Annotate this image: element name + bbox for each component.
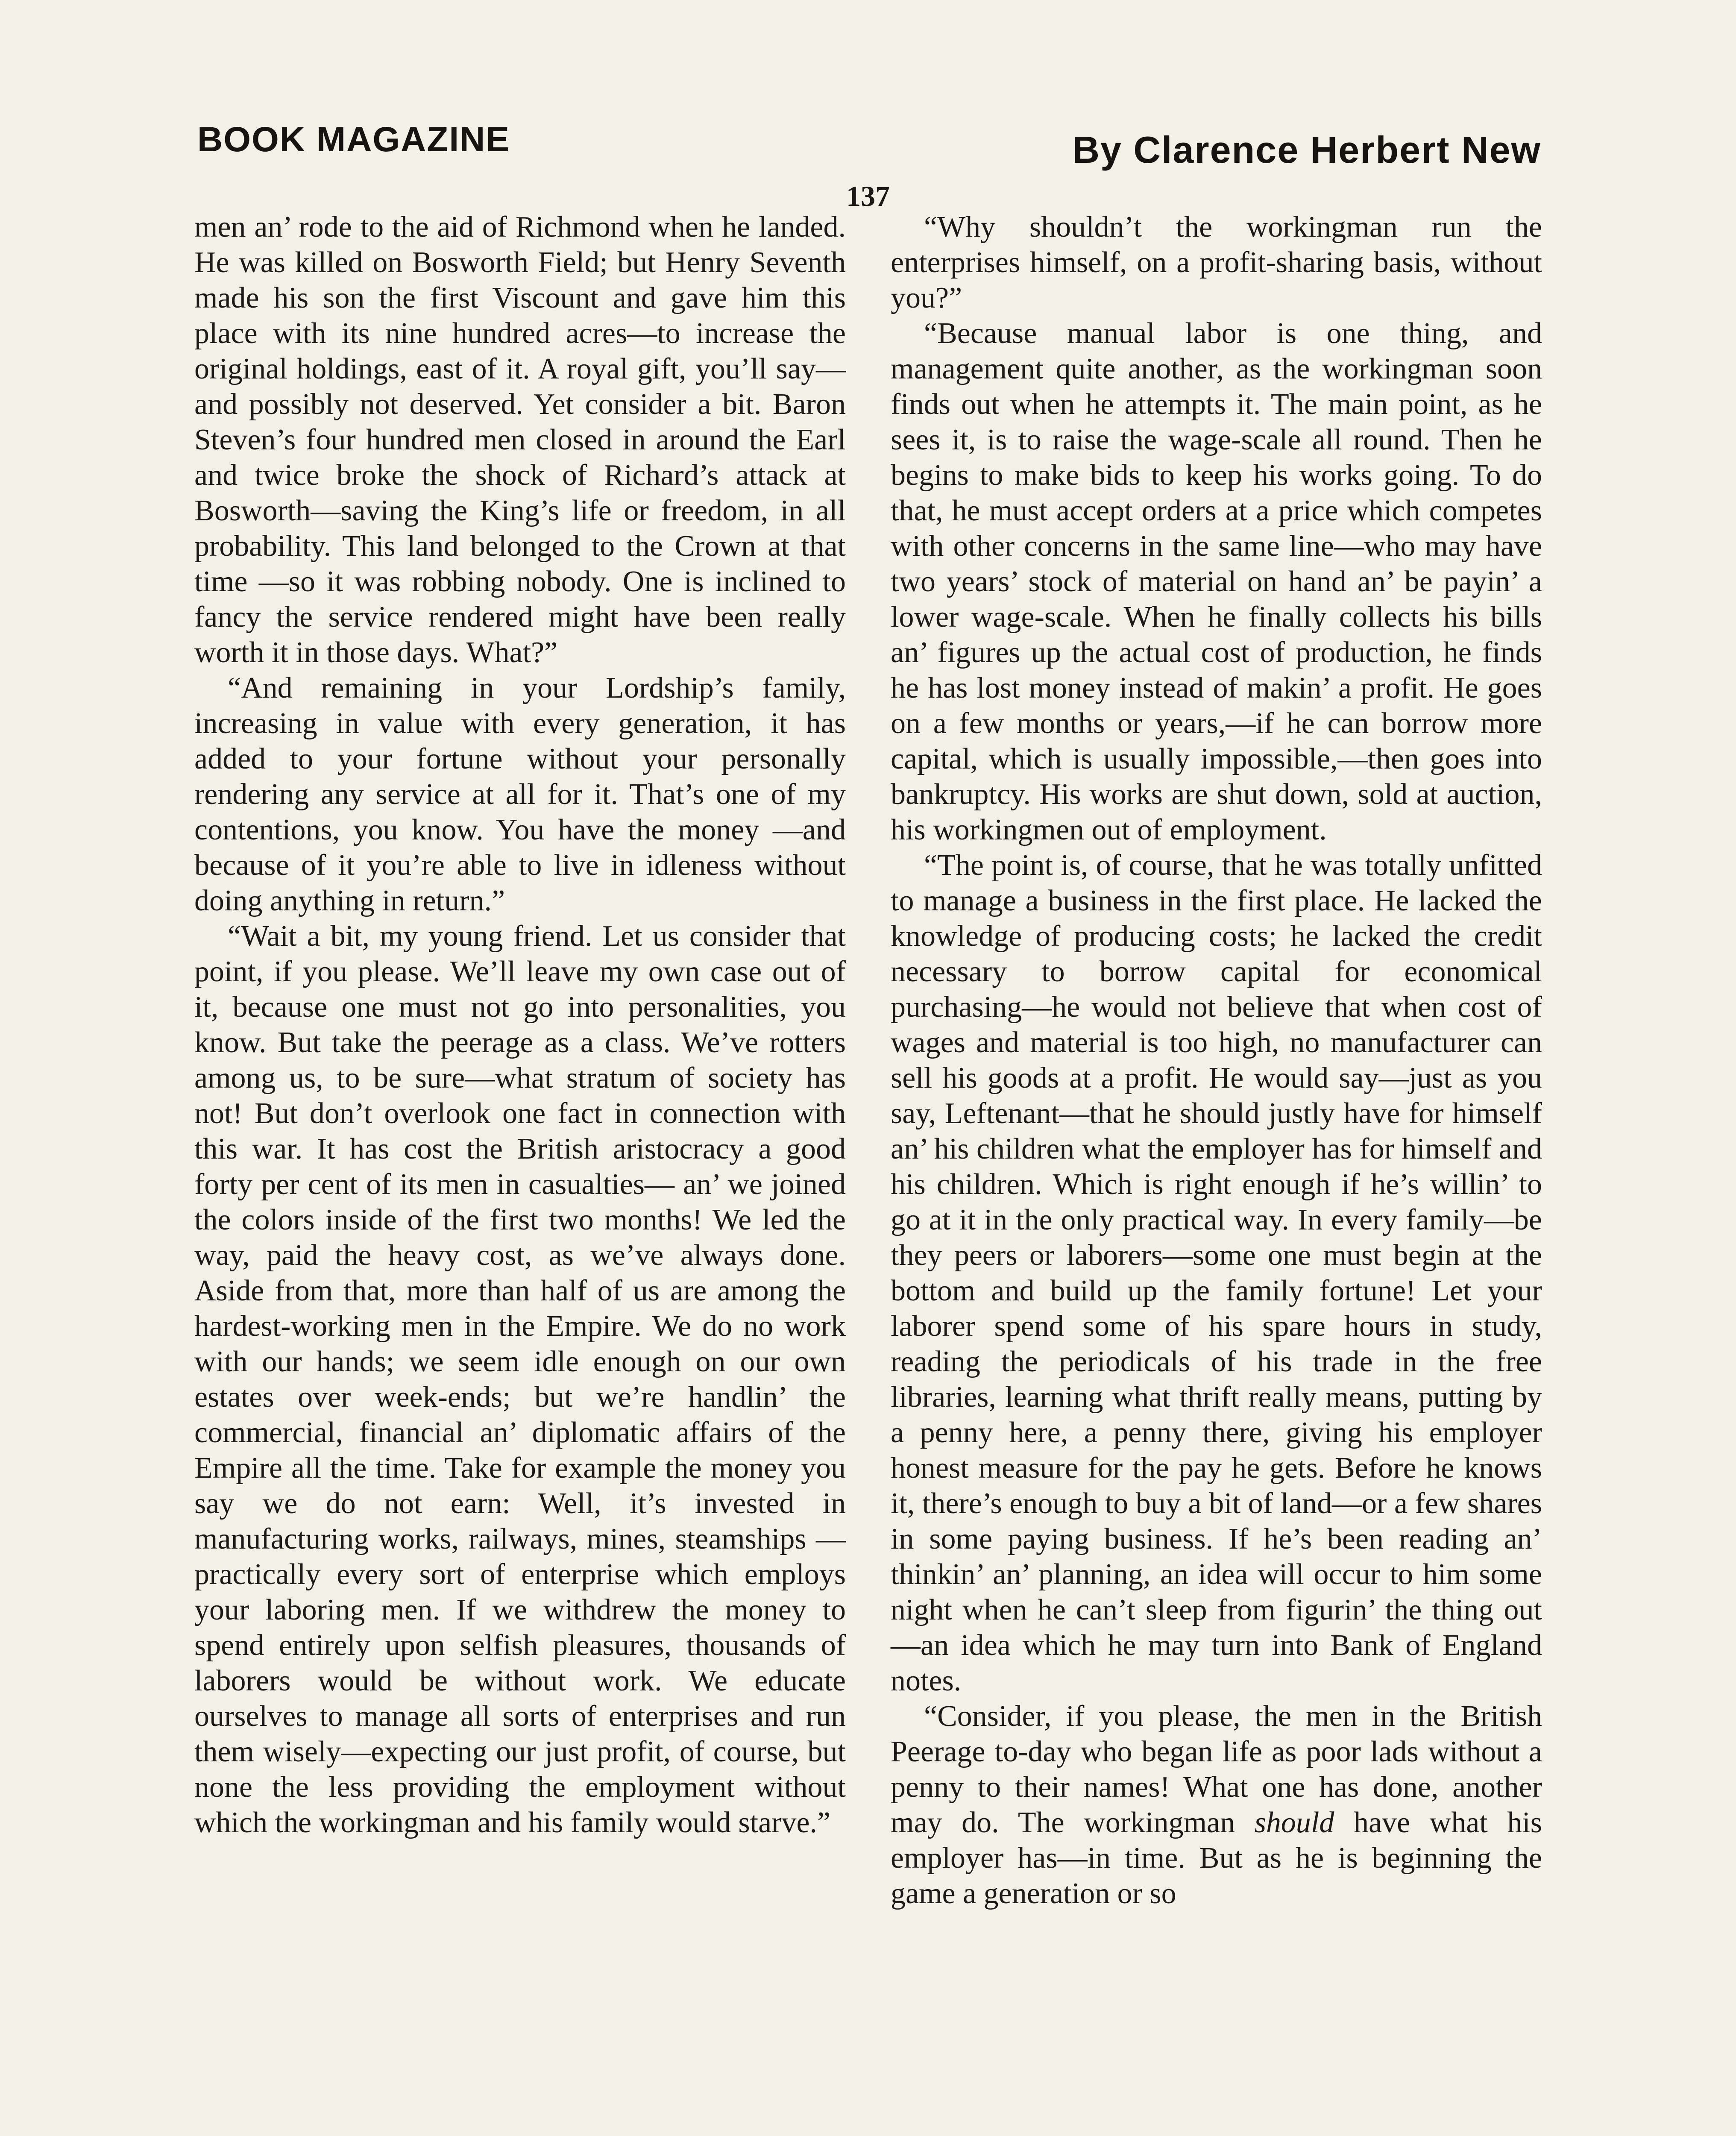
paragraph: “Why shouldn’t the workingman run the enterprises himself, on a profit-sharing basis, without you?” — [891, 211, 1542, 314]
paragraph: “The point is, of course, that he was totally unfitted to manage a business in the first place. He lacked the knowledge of producing costs; he lacked the credit necessary to borrow capital for economical purchasing—he would not believe that when cost of wages and material is too high, no manufacturer can sell his goods at a profit. He would say—just as you say, Leftenant—that he should justly have for himself an’ his children what the employer has for himself and his children. Which is right enough if he’s willin’ to go at it in the only practical way. In every family—be they peers or laborers—some one must begin at the bottom and build up the family fortune! Let your laborer spend some of his spare hours in study, reading the periodicals of his trade in the free libraries, learning what thrift really means, putting by a penny here, a penny there, giving his employer honest measure for the pay he gets. Before he knows it, there’s enough to buy a bit of land—or a few shares in some paying business. If he’s been reading an’ thinkin’ an’ planning, an idea will occur to him some night when he can’t sleep from figurin’ the thing out—an idea which he may turn into Bank of England notes. — [891, 849, 1542, 1697]
left-column — [194, 209, 846, 1840]
running-head-author: By Clarence Herbert New — [1072, 129, 1541, 171]
emphasis-text: should — [1254, 1806, 1334, 1839]
paragraph: “Because manual labor is one thing, and management quite another, as the workingman soon finds out when he attempts it. The main point, as he sees it, is to raise the wage-scale all round. Then he begins to make bids to keep his works going. To do that, he must accept orders at a price which competes with other concerns in the same line—who may have two years’ stock of material on hand an’ be payin’ a lower wage-scale. When he finally collects his bills an’ figures up the actual cost of production, he finds he has lost money instead of makin’ a profit. He goes on a few months or years,—if he can borrow more capital, which is usually impossible,—then goes into bankruptcy. His works are shut down, sold at auction, his workingmen out of employment. — [891, 317, 1542, 846]
text-run: have what his employer has—in time. But as he is beginning the game a generation or so — [891, 1806, 1542, 1910]
paragraph: “Wait a bit, my young friend. Let us consider that point, if you please. We’ll leave my own case out of it, because one must not go into personalities, you know. But take the peerage as a class. We’ve rotters among us, to be sure—what stratum of society has not! But don’t overlook one fact in connection with this war. It has cost the British aristocracy a good forty per cent of its men in casualties— an’ we joined the colors inside of the first two months! We led the way, paid the heavy cost, as we’ve always done. Aside from that, more than half of us are among the hardest-working men in the Empire. We do no work with our hands; we seem idle enough on our own estates over week-ends; but we’re handlin’ the commercial, financial an’ diplomatic affairs of the Empire all the time. Take for example the money you say we do not earn: Well, it’s invested in manufacturing works, railways, mines, steamships — practically every sort of enterprise which employs your laboring men. If we withdrew the money to spend entirely upon selfish pleasures, thousands of laborers would be without work. We educate ourselves to manage all sorts of enterprises and run them wisely—expecting our just profit, of course, but none the less providing the employment without which the workingman and his family would starve.” — [194, 920, 846, 1839]
paragraph-final — [891, 1699, 1542, 1911]
right-column — [891, 209, 1542, 1911]
page-number: 137 — [846, 180, 890, 212]
paragraph: “And remaining in your Lordship’s family, increasing in value with every generation, it has added to your fortune without your personally rendering any service at all for it. That’s one of my contentions, you know. You have the money —and because of it you’re able to live in idleness without doing anything in return.” — [194, 672, 846, 917]
running-head-left: BOOK MAGAZINE — [197, 120, 510, 159]
paragraph: men an’ rode to the aid of Richmond when he landed. He was killed on Bosworth Field; but Henry Seventh made his son the first Viscount and gave him this place with its nine hundred acres—to increase the original holdings, east of it. A royal gift, you’ll say—and possibly not deserved. Yet consider a bit. Baron Steven’s four hundred men closed in around the Earl and twice broke the shock of Richard’s attack at Bosworth—saving the King’s life or freedom, in all probability. This land belonged to the Crown at that time —so it was robbing nobody. One is inclined to fancy the service rendered might have been really worth it in those days. What?” — [194, 211, 846, 669]
text-run: “Consider, if you please, the men in the British Peerage to-day who began life as poor lads without a penny to their names! What one has done, another may do. The workingman — [891, 1700, 1542, 1839]
